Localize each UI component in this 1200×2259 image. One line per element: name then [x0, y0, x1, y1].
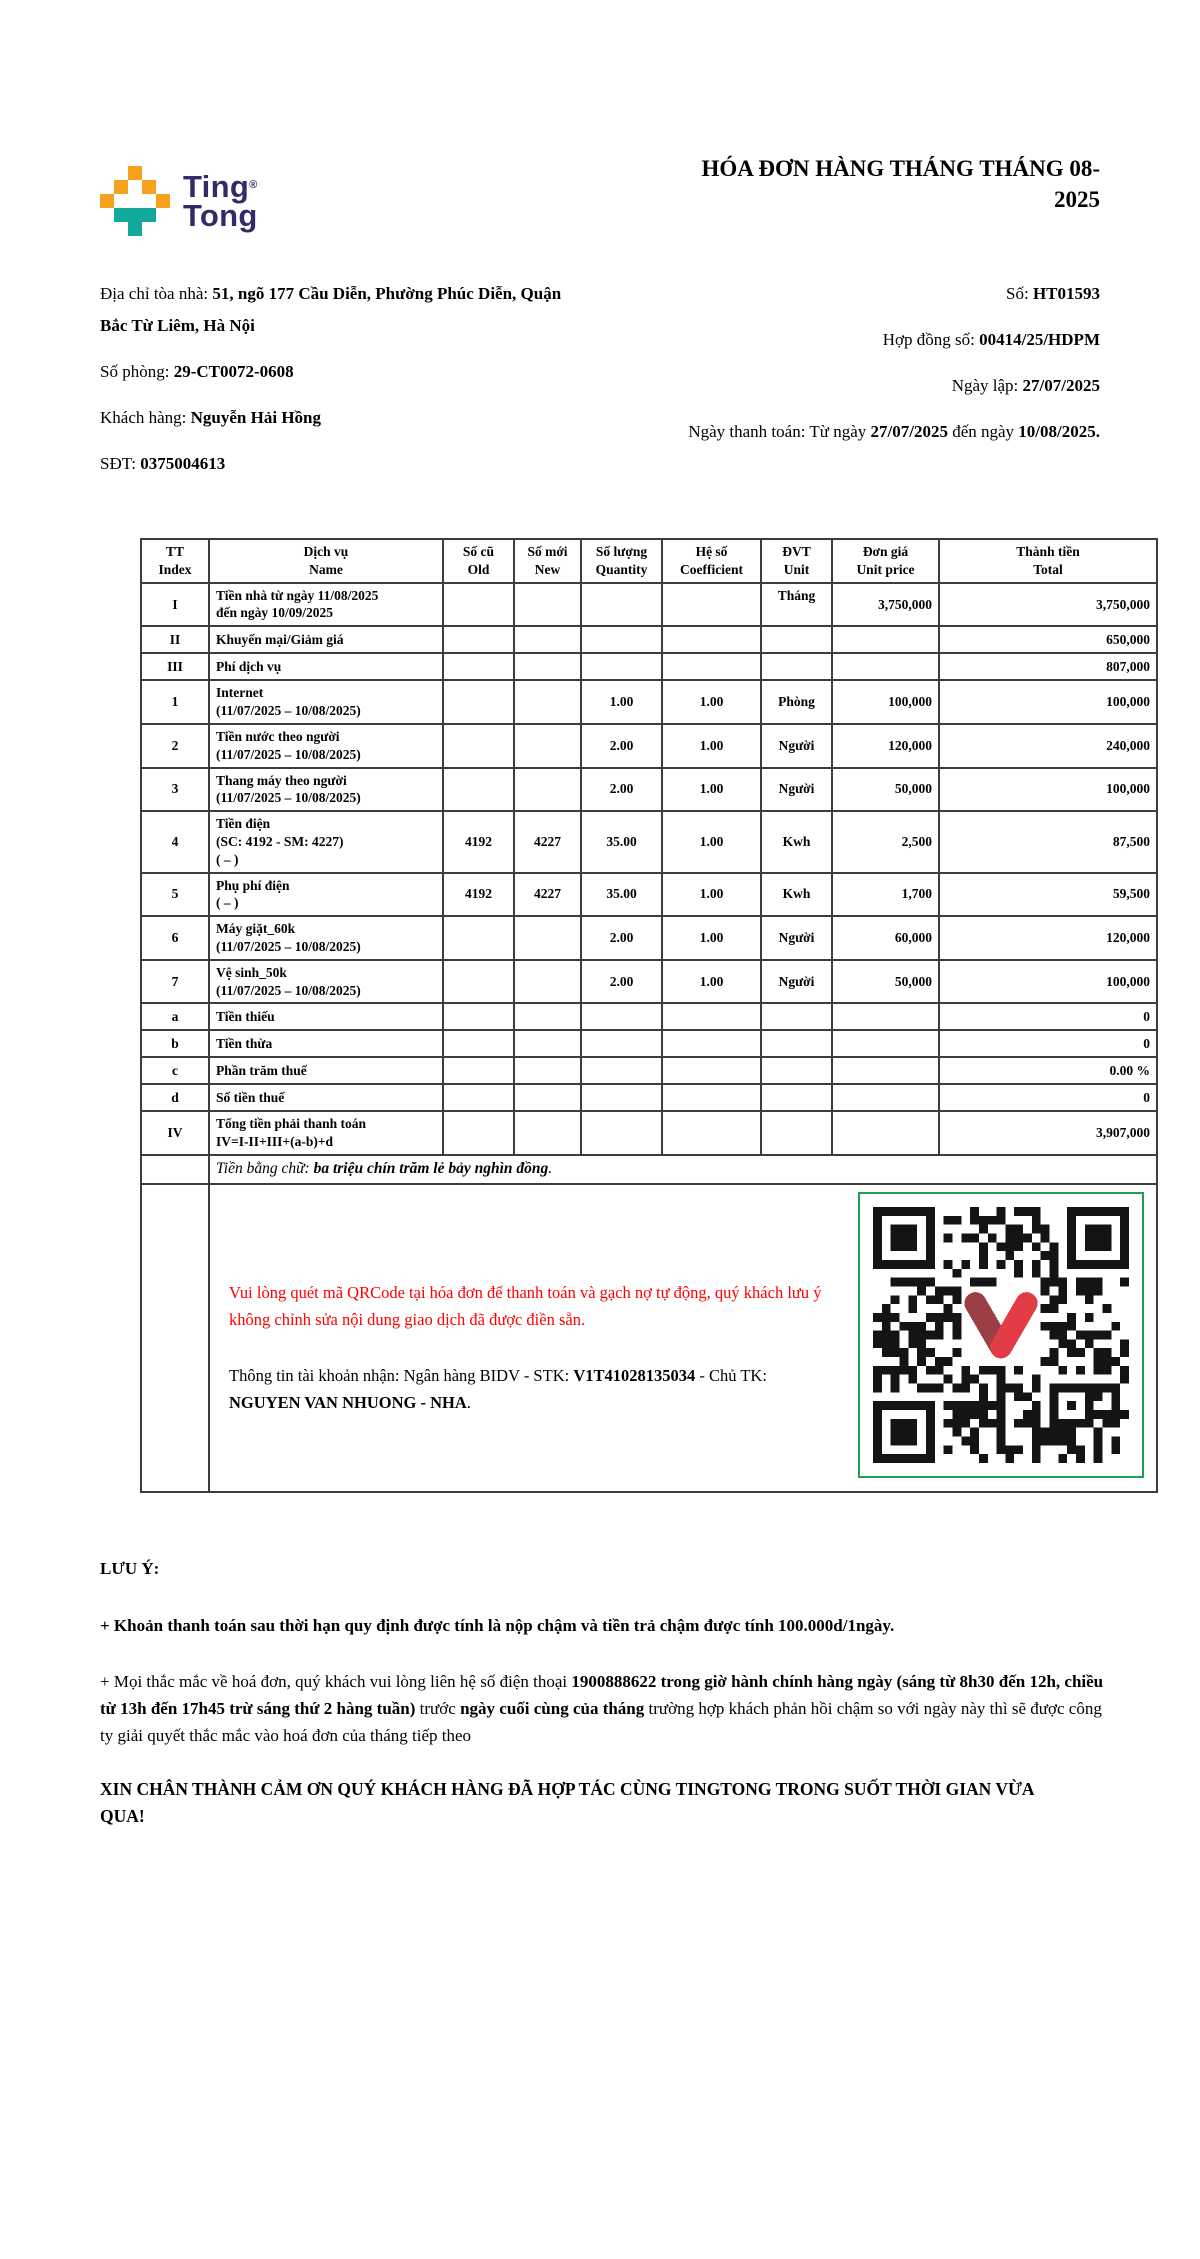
cell-coefficient	[662, 626, 761, 653]
cell-index: IV	[141, 1111, 209, 1155]
cell-new	[514, 916, 581, 960]
cell-coefficient: 1.00	[662, 960, 761, 1004]
cell-unit-price: 1,700	[832, 873, 939, 917]
customer-value: Nguyễn Hải Hồng	[190, 408, 321, 427]
cell-unit-price	[832, 1003, 939, 1030]
col-header-unit-price	[832, 539, 939, 583]
table-row	[141, 873, 1157, 917]
col-header-en: Total	[1033, 561, 1063, 577]
text-segment: .	[466, 1392, 471, 1412]
issue-date-label: Ngày lập:	[951, 376, 1023, 395]
table-row	[141, 811, 1157, 872]
customer-phone	[100, 448, 580, 480]
cell-quantity	[581, 583, 662, 627]
customer-info	[100, 278, 580, 494]
cell-name	[209, 1057, 443, 1084]
contract-number	[670, 324, 1100, 356]
table-row	[141, 1111, 1157, 1155]
cell-coefficient	[662, 1003, 761, 1030]
cell-unit-price: 50,000	[832, 768, 939, 812]
col-header-vn: ĐVT	[782, 544, 811, 559]
text-segment: ba triệu chín trăm lẻ bảy nghìn đồng	[313, 1160, 549, 1178]
cell-old	[443, 626, 514, 653]
attention-heading: LƯU Ý:	[100, 1558, 160, 1578]
thank-you-message: XIN CHÂN THÀNH CẢM ƠN QUÝ KHÁCH HÀNG ĐÃ HỢP TÁC CÙNG TINGTONG TRONG SUỐT THỜI GIAN VỪA QUA!	[100, 1778, 1034, 1826]
col-header-en: Old	[467, 561, 490, 577]
cell-total: 0	[939, 1084, 1157, 1111]
issue-date-value: 27/07/2025	[1022, 376, 1100, 395]
cell-index: d	[141, 1084, 209, 1111]
table-row	[141, 1057, 1157, 1084]
payment-period	[670, 416, 1100, 448]
qr-code	[858, 1192, 1144, 1478]
invoice-info	[100, 278, 1100, 494]
col-header-coefficient	[662, 539, 761, 583]
cell-line: đến ngày 10/09/2025	[216, 605, 334, 621]
table-row	[141, 653, 1157, 680]
col-header-en: Name	[309, 561, 343, 577]
brand-line-1	[183, 169, 258, 204]
cell-coefficient: 1.00	[662, 768, 761, 812]
cell-line: Phần trăm thuế	[216, 1063, 307, 1079]
cell-index: 6	[141, 916, 209, 960]
address-label: Địa chỉ tòa nhà:	[100, 284, 213, 303]
col-header-name	[209, 539, 443, 583]
cell-coefficient	[662, 1111, 761, 1155]
text-segment: 1900888622 trong giờ hành chính hàng ngày (sáng từ 8h30 đến 12h, chiều từ 13h đến 17h45 trừ sáng thứ 2 hàng tuần)	[100, 1671, 1104, 1718]
cell-old	[443, 583, 514, 627]
cell-name	[209, 811, 443, 872]
text-segment: trường hợp khách phản hồi chậm so với ngày này thì sẽ được công ty giải quyết thắc mắc vào hoá đơn của tháng tiếp theo	[100, 1698, 1102, 1745]
qr-section	[209, 1184, 1157, 1492]
issue-date	[670, 370, 1100, 402]
cell-index: b	[141, 1030, 209, 1057]
cell-new: 4227	[514, 811, 581, 872]
cell-unit: Kwh	[761, 873, 832, 917]
invoice-table-body	[141, 583, 1157, 1155]
late-payment-note: + Khoản thanh toán sau thời hạn quy định được tính là nộp chậm và tiền trả chậm được tính 100.000d/1ngày.	[100, 1615, 895, 1635]
text-segment: - Chủ TK:	[695, 1365, 767, 1385]
cell-unit-price: 50,000	[832, 960, 939, 1004]
cell-old	[443, 1057, 514, 1084]
cell-coefficient	[662, 1030, 761, 1057]
table-row	[141, 680, 1157, 724]
table-row	[141, 724, 1157, 768]
cell-old: 4192	[443, 811, 514, 872]
brand-name-top: Ting	[183, 169, 250, 204]
cell-line: Tiền nước theo người	[216, 728, 340, 744]
cell-new	[514, 724, 581, 768]
cell-old	[443, 680, 514, 724]
text-segment: ngày cuối cùng của tháng	[460, 1698, 645, 1718]
cell-index: 4	[141, 811, 209, 872]
cell-total: 3,750,000	[939, 583, 1157, 627]
cell-new	[514, 583, 581, 627]
cell-line: Khuyến mại/Giảm giá	[216, 631, 344, 647]
cell-unit-price	[832, 1111, 939, 1155]
cell-old: 4192	[443, 873, 514, 917]
cell-index-empty	[141, 1155, 209, 1183]
cell-unit-price	[832, 1057, 939, 1084]
customer-label: Khách hàng:	[100, 408, 191, 427]
col-header-index	[141, 539, 209, 583]
cell-line: (11/07/2025 – 10/08/2025)	[216, 939, 361, 954]
footer-notes	[100, 1558, 1104, 1830]
text-segment: + Mọi thắc mắc về hoá đơn, quý khách vui lòng liên hệ số điện thoại	[100, 1671, 572, 1691]
cell-unit-price: 2,500	[832, 811, 939, 872]
cell-index: 7	[141, 960, 209, 1004]
cell-name	[209, 960, 443, 1004]
table-row	[141, 1030, 1157, 1057]
cell-name	[209, 1111, 443, 1155]
table-row	[141, 960, 1157, 1004]
col-header-vn: TT	[165, 544, 184, 559]
col-header-total	[939, 539, 1157, 583]
room-value: 29-CT0072-0608	[173, 362, 294, 381]
cell-line: ( – )	[216, 895, 239, 911]
cell-quantity: 35.00	[581, 811, 662, 872]
cell-new	[514, 680, 581, 724]
bank-account-info	[229, 1362, 826, 1416]
cell-total: 0	[939, 1030, 1157, 1057]
text-segment: NGUYEN VAN NHUONG - NHA	[229, 1392, 467, 1412]
cell-old	[443, 1084, 514, 1111]
table-row	[141, 916, 1157, 960]
col-header-vn: Đơn giá	[862, 544, 909, 559]
cell-line: Tiền nhà từ ngày 11/08/2025	[216, 587, 379, 603]
cell-unit-price: 120,000	[832, 724, 939, 768]
cell-coefficient: 1.00	[662, 680, 761, 724]
cell-unit: Người	[761, 916, 832, 960]
cell-total: 0.00 %	[939, 1057, 1157, 1084]
cell-name	[209, 1084, 443, 1111]
brand-name-bottom: Tong	[183, 198, 258, 233]
cell-coefficient: 1.00	[662, 916, 761, 960]
cell-line: ( – )	[216, 851, 239, 867]
cell-line: Tổng tiền phải thanh toán	[216, 1116, 367, 1132]
cell-quantity: 2.00	[581, 724, 662, 768]
cell-line: Internet	[216, 685, 264, 701]
text-segment: trước	[415, 1698, 461, 1718]
col-header-old	[443, 539, 514, 583]
invoice-table-head	[141, 539, 1157, 583]
col-header-vn: Số mới	[527, 544, 568, 559]
page-title-line2: 2025	[1054, 187, 1100, 212]
invoice-meta	[670, 278, 1100, 494]
qr-section-layout	[216, 1188, 1150, 1488]
cell-unit: Tháng	[761, 583, 832, 627]
cell-line: (11/07/2025 – 10/08/2025)	[216, 703, 361, 719]
text-segment: 27/07/2025	[870, 422, 948, 441]
cell-unit	[761, 1084, 832, 1111]
cell-line: Phí dịch vụ	[216, 658, 282, 674]
col-header-en: Quantity	[595, 561, 648, 577]
address-value: 51, ngõ 177 Cầu Diễn, Phường Phúc Diễn, Quận Bắc Từ Liêm, Hà Nội	[100, 284, 562, 335]
cell-quantity	[581, 626, 662, 653]
cell-index: III	[141, 653, 209, 680]
cell-new	[514, 1057, 581, 1084]
cell-index-empty	[141, 1184, 209, 1492]
cell-quantity: 2.00	[581, 916, 662, 960]
invoice-table-footer	[141, 1155, 1157, 1491]
cell-new	[514, 768, 581, 812]
invoice-table	[140, 538, 1158, 1493]
cell-coefficient	[662, 653, 761, 680]
text-segment: đến ngày	[947, 422, 1019, 441]
qr-code-image	[873, 1207, 1129, 1463]
customer-name	[100, 402, 580, 434]
col-header-vn: Số cũ	[462, 544, 495, 559]
cell-old	[443, 916, 514, 960]
brand-line-2	[183, 198, 258, 233]
cell-quantity: 35.00	[581, 873, 662, 917]
cell-unit	[761, 653, 832, 680]
cell-index: 5	[141, 873, 209, 917]
room-label: Số phòng:	[100, 362, 174, 381]
text-segment: Thông tin tài khoản nhận: Ngân hàng BIDV - STK:	[229, 1365, 574, 1385]
cell-unit-price	[832, 1084, 939, 1111]
cell-line: Tiền điện	[216, 816, 271, 832]
cell-quantity	[581, 1084, 662, 1111]
cell-line: Máy giặt_60k	[216, 921, 296, 937]
col-header-vn: Thành tiền	[1016, 544, 1080, 559]
page-title-line1: HÓA ĐƠN HÀNG THÁNG THÁNG 08-	[701, 156, 1100, 181]
col-header-vn: Dịch vụ	[303, 544, 349, 559]
text-segment: V1T41028135034	[573, 1365, 696, 1385]
qr-payment-note: Vui lòng quét mã QRCode tại hóa đơn để thanh toán và gạch nợ tự động, quý khách lưu ý không chỉnh sửa nội dung giao dịch đã được điền sẵn.	[229, 1282, 822, 1329]
contract-value: 00414/25/HDPM	[979, 330, 1100, 349]
cell-index: II	[141, 626, 209, 653]
cell-unit	[761, 626, 832, 653]
cell-name	[209, 626, 443, 653]
col-header-en: Index	[158, 561, 192, 577]
cell-quantity: 1.00	[581, 680, 662, 724]
cell-line: IV=I-II+III+(a-b)+d	[216, 1134, 334, 1150]
header	[100, 150, 1100, 236]
cell-total: 59,500	[939, 873, 1157, 917]
cell-total: 650,000	[939, 626, 1157, 653]
cell-old	[443, 653, 514, 680]
room-number	[100, 356, 580, 388]
cell-old	[443, 1030, 514, 1057]
tingtong-logo-icon	[100, 166, 170, 236]
cell-quantity	[581, 1057, 662, 1084]
table-row	[141, 626, 1157, 653]
cell-line: (11/07/2025 – 10/08/2025)	[216, 982, 361, 998]
cell-total: 3,907,000	[939, 1111, 1157, 1155]
cell-new	[514, 1084, 581, 1111]
cell-index: c	[141, 1057, 209, 1084]
cell-unit: Kwh	[761, 811, 832, 872]
cell-quantity: 2.00	[581, 960, 662, 1004]
cell-unit-price: 60,000	[832, 916, 939, 960]
phone-value: 0375004613	[140, 454, 226, 473]
cell-name	[209, 653, 443, 680]
cell-index: a	[141, 1003, 209, 1030]
cell-unit-price	[832, 653, 939, 680]
cell-name	[209, 680, 443, 724]
cell-line: Phụ phí điện	[216, 877, 290, 893]
cell-name	[209, 768, 443, 812]
cell-unit	[761, 1057, 832, 1084]
cell-new: 4227	[514, 873, 581, 917]
text-segment: 10/08/2025.	[1018, 422, 1100, 441]
amount-in-words	[209, 1155, 1157, 1183]
cell-new	[514, 626, 581, 653]
cell-old	[443, 724, 514, 768]
cell-total: 100,000	[939, 960, 1157, 1004]
cell-quantity	[581, 1003, 662, 1030]
cell-unit	[761, 1003, 832, 1030]
cell-unit	[761, 1030, 832, 1057]
cell-new	[514, 1003, 581, 1030]
cell-name	[209, 583, 443, 627]
cell-name	[209, 724, 443, 768]
cell-total: 807,000	[939, 653, 1157, 680]
cell-total: 87,500	[939, 811, 1157, 872]
cell-old	[443, 1111, 514, 1155]
cell-line: Tiền thừa	[216, 1036, 273, 1052]
cell-name	[209, 1030, 443, 1057]
contract-label: Hợp đồng số:	[882, 330, 980, 349]
table-row	[141, 768, 1157, 812]
cell-coefficient	[662, 583, 761, 627]
building-address	[100, 278, 580, 342]
qr-row	[141, 1184, 1157, 1492]
cell-line: Thang máy theo người	[216, 772, 347, 788]
amount-in-words-row	[141, 1155, 1157, 1183]
cell-quantity	[581, 653, 662, 680]
phone-label: SĐT:	[100, 454, 141, 473]
cell-index: 3	[141, 768, 209, 812]
cell-line: Tiền thiếu	[216, 1009, 275, 1025]
cell-line: Vệ sinh_50k	[216, 964, 287, 980]
cell-total: 120,000	[939, 916, 1157, 960]
cell-old	[443, 1003, 514, 1030]
cell-unit-price	[832, 626, 939, 653]
col-header-unit	[761, 539, 832, 583]
cell-coefficient: 1.00	[662, 724, 761, 768]
cell-coefficient	[662, 1084, 761, 1111]
col-header-en: Unit	[783, 561, 810, 577]
cell-line: (SC: 4192 - SM: 4227)	[216, 833, 344, 849]
cell-unit: Người	[761, 960, 832, 1004]
cell-total: 100,000	[939, 680, 1157, 724]
cell-name	[209, 873, 443, 917]
cell-unit	[761, 1111, 832, 1155]
cell-quantity	[581, 1030, 662, 1057]
cell-index: 1	[141, 680, 209, 724]
col-header-en: Unit price	[856, 561, 915, 577]
cell-new	[514, 1111, 581, 1155]
cell-coefficient: 1.00	[662, 811, 761, 872]
cell-total: 240,000	[939, 724, 1157, 768]
cell-unit-price	[832, 1030, 939, 1057]
cell-line: Số tiền thuế	[216, 1090, 285, 1106]
cell-total: 100,000	[939, 768, 1157, 812]
invoice-number-label: Số:	[1006, 284, 1033, 303]
invoice-number-value: HT01593	[1032, 284, 1100, 303]
cell-unit: Người	[761, 724, 832, 768]
cell-index: 2	[141, 724, 209, 768]
page-title	[555, 153, 1100, 215]
col-header-en: New	[534, 561, 561, 577]
invoice-number	[670, 278, 1100, 310]
cell-name	[209, 1003, 443, 1030]
cell-coefficient: 1.00	[662, 873, 761, 917]
cell-line: (11/07/2025 – 10/08/2025)	[216, 746, 361, 762]
table-header-row	[141, 539, 1157, 583]
hotline-note	[100, 1668, 1105, 1749]
cell-old	[443, 960, 514, 1004]
table-row	[141, 583, 1157, 627]
registered-mark: ®	[249, 179, 258, 191]
cell-unit-price: 3,750,000	[832, 583, 939, 627]
cell-new	[514, 653, 581, 680]
cell-line: (11/07/2025 – 10/08/2025)	[216, 790, 361, 806]
col-header-vn: Số lượng	[595, 544, 648, 559]
cell-old	[443, 768, 514, 812]
table-row	[141, 1003, 1157, 1030]
table-row	[141, 1084, 1157, 1111]
cell-quantity: 2.00	[581, 768, 662, 812]
text-segment: Tiền bằng chữ:	[216, 1160, 314, 1178]
cell-unit: Phòng	[761, 680, 832, 724]
col-header-new	[514, 539, 581, 583]
text-segment: .	[548, 1160, 553, 1178]
cell-quantity	[581, 1111, 662, 1155]
text-segment: Ngày thanh toán: Từ ngày	[688, 422, 871, 441]
col-header-vn: Hệ số	[695, 544, 728, 559]
tingtong-logo	[100, 162, 258, 236]
col-header-quantity	[581, 539, 662, 583]
brand-wordmark	[183, 169, 258, 233]
cell-unit: Người	[761, 768, 832, 812]
cell-coefficient	[662, 1057, 761, 1084]
cell-new	[514, 1030, 581, 1057]
col-header-en: Coefficient	[680, 561, 743, 577]
cell-unit-price: 100,000	[832, 680, 939, 724]
cell-new	[514, 960, 581, 1004]
cell-total: 0	[939, 1003, 1157, 1030]
cell-index: I	[141, 583, 209, 627]
qr-text-block	[216, 1191, 836, 1416]
cell-name	[209, 916, 443, 960]
